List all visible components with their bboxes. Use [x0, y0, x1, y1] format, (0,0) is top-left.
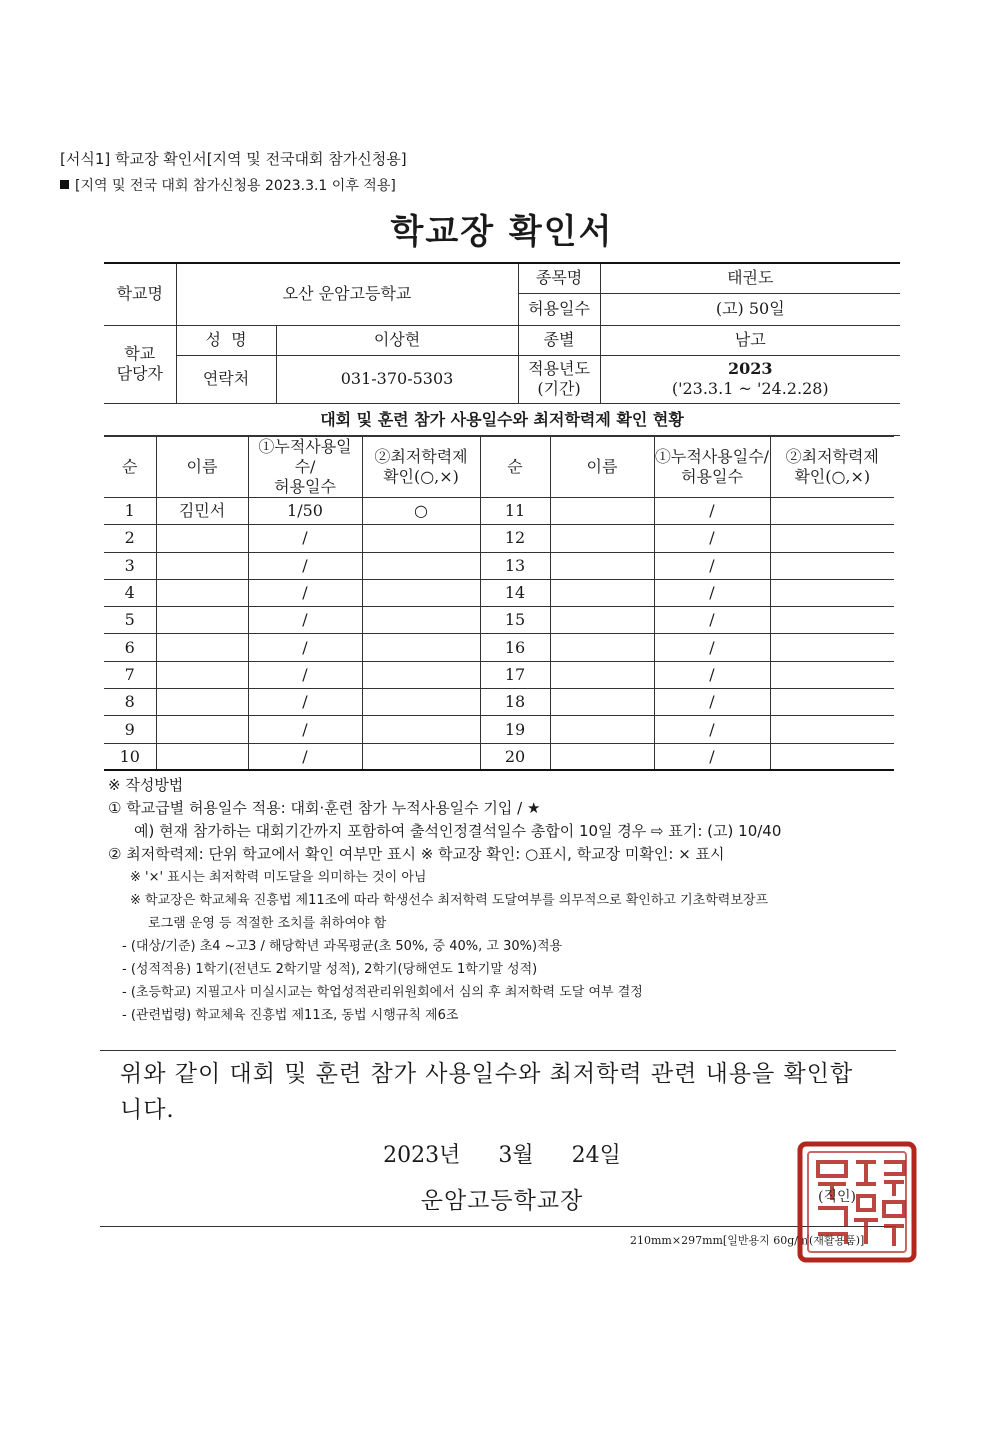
notes-note-b1: ※ 학교장은 학교체육 진흥법 제11조에 따라 학생선수 최저학력 도달여부를 의무적으로 확인하고 기초학력보장프 — [130, 893, 769, 908]
col-name-right: 이름 — [550, 437, 654, 498]
row-no: 13 — [480, 552, 550, 579]
subheading — [60, 175, 396, 195]
row-days: / — [654, 607, 770, 634]
row-no: 19 — [480, 716, 550, 743]
notes-note-b2: 로그램 운영 등 적절한 조치를 취하여야 함 — [148, 916, 387, 931]
row-check — [770, 579, 894, 606]
row-name — [550, 743, 654, 770]
divider-top — [100, 1050, 896, 1051]
school-label: 학교명 — [104, 263, 176, 325]
col-check-right-1: ②최저학력제 — [785, 447, 879, 466]
confirmation-date: 2023년 3월 24일 — [383, 1143, 621, 1168]
row-no: 8 — [104, 689, 156, 716]
confirmation-line-2: 니다. — [120, 1097, 175, 1123]
col-days-right-1: ①누적사용일수/ — [654, 447, 770, 466]
confirmation-line-1: 위와 같이 대회 및 훈련 참가 사용일수와 최저학력 관련 내용을 확인합 — [120, 1061, 854, 1087]
year-label-2: (기간) — [537, 379, 581, 398]
period-value: ('23.3.1 ~ '24.2.28) — [671, 379, 829, 398]
paper-spec: 210mm×297mm[일반용지 60g/㎡(재활용품)] — [630, 1234, 865, 1247]
row-no: 5 — [104, 607, 156, 634]
row-no: 2 — [104, 525, 156, 552]
col-check-left-1: ②최저학력제 — [374, 447, 468, 466]
phone-label: 연락처 — [176, 355, 276, 403]
row-days: / — [248, 689, 362, 716]
row-check — [362, 552, 480, 579]
col-check-right-2: 확인(○,×) — [794, 467, 871, 486]
row-name — [550, 579, 654, 606]
row-check — [770, 661, 894, 688]
col-days-left — [248, 437, 362, 498]
row-no: 1 — [104, 498, 156, 525]
table-row — [104, 716, 894, 743]
notes-heading: ※ 작성방법 — [108, 776, 184, 794]
sport-value: 태권도 — [600, 263, 900, 293]
phone-value: 031-370-5303 — [276, 355, 518, 403]
notes-dash-2: - (성적적용) 1학기(전년도 2학기말 성적), 2학기(당해연도 1학기말 성적) — [122, 962, 538, 977]
year-label-1: 적용년도 — [528, 359, 590, 378]
row-no: 10 — [104, 743, 156, 770]
row-name — [156, 552, 248, 579]
row-name — [156, 579, 248, 606]
row-days: / — [248, 607, 362, 634]
official-seal-stamp-icon — [796, 1140, 918, 1264]
row-name — [156, 607, 248, 634]
row-days: 1/50 — [248, 498, 362, 525]
row-check — [362, 607, 480, 634]
row-days: / — [248, 579, 362, 606]
row-no: 12 — [480, 525, 550, 552]
divider-bottom — [100, 1226, 896, 1227]
allowed-days-value: (고) 50일 — [600, 293, 900, 325]
row-check — [362, 525, 480, 552]
col-no-right: 순 — [480, 437, 550, 498]
row-no: 4 — [104, 579, 156, 606]
row-days: / — [654, 498, 770, 525]
name-value: 이상현 — [276, 325, 518, 355]
table-row — [104, 661, 894, 688]
row-check — [770, 634, 894, 661]
col-check-left — [362, 437, 480, 498]
row-name: 김민서 — [156, 498, 248, 525]
notes-dash-4: - (관련법령) 학교체육 진흥법 제11조, 동법 시행규칙 제6조 — [122, 1008, 459, 1023]
row-days: / — [654, 579, 770, 606]
row-days: / — [248, 743, 362, 770]
row-no: 16 — [480, 634, 550, 661]
row-days: / — [248, 525, 362, 552]
row-name — [550, 634, 654, 661]
year-label — [518, 355, 600, 403]
col-no-left: 순 — [104, 437, 156, 498]
row-check — [770, 525, 894, 552]
row-check — [770, 498, 894, 525]
row-name — [156, 661, 248, 688]
gender-label: 종별 — [518, 325, 600, 355]
row-name — [550, 689, 654, 716]
row-no: 9 — [104, 716, 156, 743]
notes-note-a: ※ '×' 표시는 최저학력 미도달을 의미하는 것이 아님 — [130, 870, 427, 885]
row-name — [156, 689, 248, 716]
row-days: / — [248, 552, 362, 579]
row-check — [770, 743, 894, 770]
usage-table — [104, 436, 894, 771]
row-check: ○ — [362, 498, 480, 525]
col-days-left-1: ①누적사용일수/ — [258, 437, 352, 476]
usage-section-title: 대회 및 훈련 참가 사용일수와 최저학력제 확인 현황 — [104, 405, 900, 436]
row-days: / — [654, 552, 770, 579]
subheading-text: [지역 및 전국 대회 참가신청용 2023.3.1 이후 적용] — [75, 178, 396, 194]
row-check — [362, 661, 480, 688]
row-no: 17 — [480, 661, 550, 688]
contact-group-label — [104, 325, 176, 403]
row-days: / — [248, 634, 362, 661]
col-check-left-2: 확인(○,×) — [383, 467, 459, 486]
gender-value: 남고 — [600, 325, 900, 355]
sport-label: 종목명 — [518, 263, 600, 293]
row-days: / — [654, 661, 770, 688]
row-check — [362, 689, 480, 716]
table-row — [104, 689, 894, 716]
col-name-left: 이름 — [156, 437, 248, 498]
row-days: / — [654, 689, 770, 716]
row-days: / — [654, 716, 770, 743]
row-name — [156, 743, 248, 770]
row-days: / — [654, 525, 770, 552]
square-bullet-icon — [60, 180, 69, 189]
name-label: 성 명 — [176, 325, 276, 355]
row-name — [550, 525, 654, 552]
row-check — [770, 716, 894, 743]
row-check — [362, 716, 480, 743]
info-table — [104, 262, 900, 404]
table-row — [104, 607, 894, 634]
row-name — [550, 607, 654, 634]
notes-dash-3: - (초등학교) 지필고사 미실시교는 학업성적관리위원회에서 심의 후 최저학력 도달 여부 결정 — [122, 985, 643, 1000]
document-title: 학교장 확인서 — [390, 212, 614, 252]
row-check — [362, 634, 480, 661]
row-no: 14 — [480, 579, 550, 606]
row-name — [156, 716, 248, 743]
notes-item-1-example: 예) 현재 참가하는 대회기간까지 포함하여 출석인정결석일수 총합이 10일 경우 ⇨ 표기: (고) 10/40 — [134, 822, 782, 840]
row-name — [550, 716, 654, 743]
row-no: 11 — [480, 498, 550, 525]
year-value-text: 2023 — [728, 359, 773, 378]
row-name — [550, 661, 654, 688]
row-check — [770, 607, 894, 634]
contact-group-label-1: 학교 — [124, 344, 156, 363]
row-name — [550, 552, 654, 579]
year-value — [600, 355, 900, 403]
principal-name: 운암고등학교장 — [420, 1188, 584, 1214]
row-no: 15 — [480, 607, 550, 634]
allowed-days-label: 허용일수 — [518, 293, 600, 325]
row-no: 20 — [480, 743, 550, 770]
row-name — [156, 525, 248, 552]
table-row — [104, 743, 894, 770]
col-days-right-2: 허용일수 — [681, 467, 743, 486]
writing-instructions — [108, 774, 908, 1027]
row-name — [156, 634, 248, 661]
col-days-right — [654, 437, 770, 498]
row-days: / — [248, 661, 362, 688]
row-no: 3 — [104, 552, 156, 579]
row-days: / — [654, 743, 770, 770]
notes-item-1: ① 학교급별 허용일수 적용: 대회·훈련 참가 누적사용일수 기입 / ★ — [108, 799, 541, 817]
row-days: / — [654, 634, 770, 661]
col-days-left-2: 허용일수 — [274, 477, 336, 496]
row-check — [770, 689, 894, 716]
contact-group-label-2: 담당자 — [116, 364, 163, 383]
row-check — [362, 743, 480, 770]
row-name — [550, 498, 654, 525]
table-row — [104, 498, 894, 525]
table-row — [104, 552, 894, 579]
notes-item-2: ② 최저학력제: 단위 학교에서 확인 여부만 표시 ※ 학교장 확인: ○표시, 학교장 미확인: × 표시 — [108, 845, 725, 863]
form-label: [서식1] 학교장 확인서[지역 및 전국대회 참가신청용] — [60, 150, 407, 168]
row-no: 18 — [480, 689, 550, 716]
col-check-right — [770, 437, 894, 498]
table-row — [104, 525, 894, 552]
sign-mark: (직인) — [818, 1189, 856, 1205]
table-row — [104, 634, 894, 661]
confirmation-text — [120, 1056, 900, 1128]
notes-dash-1: - (대상/기준) 초4 ~고3 / 해당학년 과목평균(초 50%, 중 40%, 고 30%)적용 — [122, 939, 563, 954]
row-no: 7 — [104, 661, 156, 688]
table-row — [104, 579, 894, 606]
school-value: 오산 운암고등학교 — [176, 263, 518, 325]
row-check — [362, 579, 480, 606]
row-days: / — [248, 716, 362, 743]
row-no: 6 — [104, 634, 156, 661]
row-check — [770, 552, 894, 579]
